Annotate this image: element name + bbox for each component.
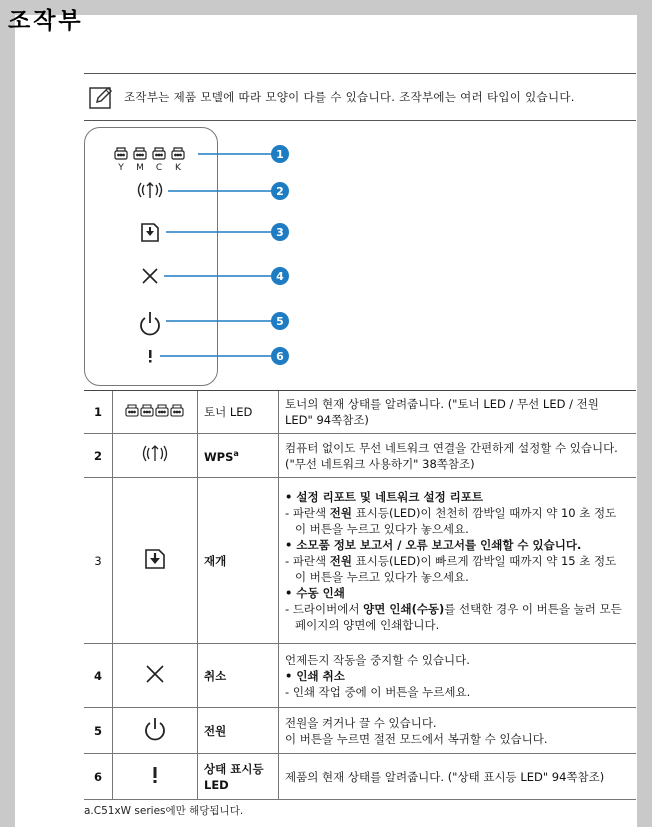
callout-5: 5: [276, 315, 284, 328]
table-row: [84, 478, 636, 644]
sub-settings-report: - 파란색 전원 표시등(LED)이 천천히 깜박일 때까지 약 10 초 정도 이 버튼을 누르고 있다가 놓으세요.: [285, 505, 630, 537]
row-icon-cell: [113, 391, 198, 434]
toner-led-icon: [124, 403, 186, 417]
toner-m-icon: [134, 148, 146, 159]
row-name: 상태 표시등 LED: [198, 754, 279, 800]
row-number: 5: [84, 708, 113, 754]
table-row: [84, 644, 636, 708]
row-description: 제품의 현재 상태를 알려줍니다. ("상태 표시등 LED" 94쪽참조): [279, 754, 637, 800]
toner-led-icons: [115, 148, 184, 159]
row-name: 토너 LED: [198, 391, 279, 434]
panel-diagram: [0, 0, 652, 400]
wps-icon: [142, 445, 168, 463]
toner-y-icon: [115, 148, 127, 159]
callout-1: 1: [276, 148, 284, 161]
bullet-print-cancel: • 인쇄 취소: [285, 668, 630, 684]
toner-label-k: K: [175, 163, 181, 173]
bullet-settings-report: • 설정 리포트 및 네트워크 설정 리포트: [285, 489, 630, 505]
row-description: 토너의 현재 상태를 알려줍니다. ("토너 LED / 무선 LED / 전원 LED" 94쪽참조): [279, 391, 637, 434]
callout-6: 6: [276, 350, 284, 363]
row-number: 2: [84, 434, 113, 478]
cancel-icon: [144, 663, 166, 685]
cancel-desc: 언제든지 작동을 중지할 수 있습니다.: [285, 652, 470, 667]
toner-label-y: Y: [118, 163, 124, 173]
control-spec-table: [84, 390, 636, 800]
power-icon[interactable]: [141, 312, 159, 334]
table-row: [84, 754, 636, 800]
row-number: 3: [84, 478, 113, 644]
footnote: a.C51xW series에만 해당됩니다.: [84, 805, 244, 817]
table-row: [84, 434, 636, 478]
callout-2: 2: [276, 185, 284, 198]
table-row: [84, 708, 636, 754]
toner-c-icon: [153, 148, 165, 159]
row-description: [279, 478, 637, 644]
sub-print-cancel: - 인쇄 작업 중에 이 버튼을 누르세요.: [285, 684, 630, 700]
row-name: 취소: [198, 644, 279, 708]
row-name: 재개: [198, 478, 279, 644]
power-desc-2: 이 버튼을 누르면 절전 모드에서 복귀할 수 있습니다.: [285, 731, 548, 746]
power-icon: [142, 716, 168, 742]
row-number: 1: [84, 391, 113, 434]
bullet-supplies-report: • 소모품 정보 보고서 / 오류 보고서를 인쇄할 수 있습니다.: [285, 537, 630, 553]
row-number: 4: [84, 644, 113, 708]
row-icon-cell: [113, 754, 198, 800]
toner-label-c: C: [155, 163, 163, 173]
bullet-manual-print: • 수동 인쇄: [285, 585, 630, 601]
row-icon-cell: [113, 434, 198, 478]
row-description: [279, 708, 637, 754]
callout-badges: [271, 145, 289, 365]
wps-label: WPS: [204, 449, 234, 464]
row-icon-cell: [113, 644, 198, 708]
callout-4: 4: [276, 270, 284, 283]
table-row: [84, 391, 636, 434]
power-desc-1: 전원을 켜거나 끌 수 있습니다.: [285, 715, 437, 730]
resume-icon: [143, 547, 167, 571]
row-name: [198, 434, 279, 478]
status-led-icon: [151, 766, 159, 784]
wps-icon[interactable]: [139, 183, 162, 198]
cancel-icon[interactable]: [143, 269, 157, 283]
callout-3: 3: [276, 226, 284, 239]
sub-manual-print: - 드라이버에서 양면 인쇄(수동)를 선택한 경우 이 버튼을 눌러 모든 페이지의 양면에 인쇄합니다.: [285, 601, 630, 633]
page-title: 조작부: [8, 8, 84, 34]
toner-label-m: M: [136, 163, 144, 173]
row-number: 6: [84, 754, 113, 800]
resume-icon[interactable]: [142, 224, 158, 241]
row-description: [279, 644, 637, 708]
row-icon-cell: [113, 478, 198, 644]
note-text: 조작부는 제품 모델에 따라 모양이 다를 수 있습니다. 조작부에는 여러 타입이 있습니다.: [124, 90, 575, 104]
toner-k-icon: [172, 148, 184, 159]
row-icon-cell: [113, 708, 198, 754]
sub-supplies-report: - 파란색 전원 표시등(LED)이 빠르게 깜박일 때까지 약 15 초 정도 이 버튼을 누르고 있다가 놓으세요.: [285, 553, 630, 585]
status-led-icon: [149, 350, 152, 363]
row-name: 전원: [198, 708, 279, 754]
footnote-marker: a: [233, 449, 239, 459]
row-description: 컴퓨터 없이도 무선 네트워크 연결을 간편하게 설정할 수 있습니다. ("무선 네트워크 사용하기" 38쪽참조): [279, 434, 637, 478]
